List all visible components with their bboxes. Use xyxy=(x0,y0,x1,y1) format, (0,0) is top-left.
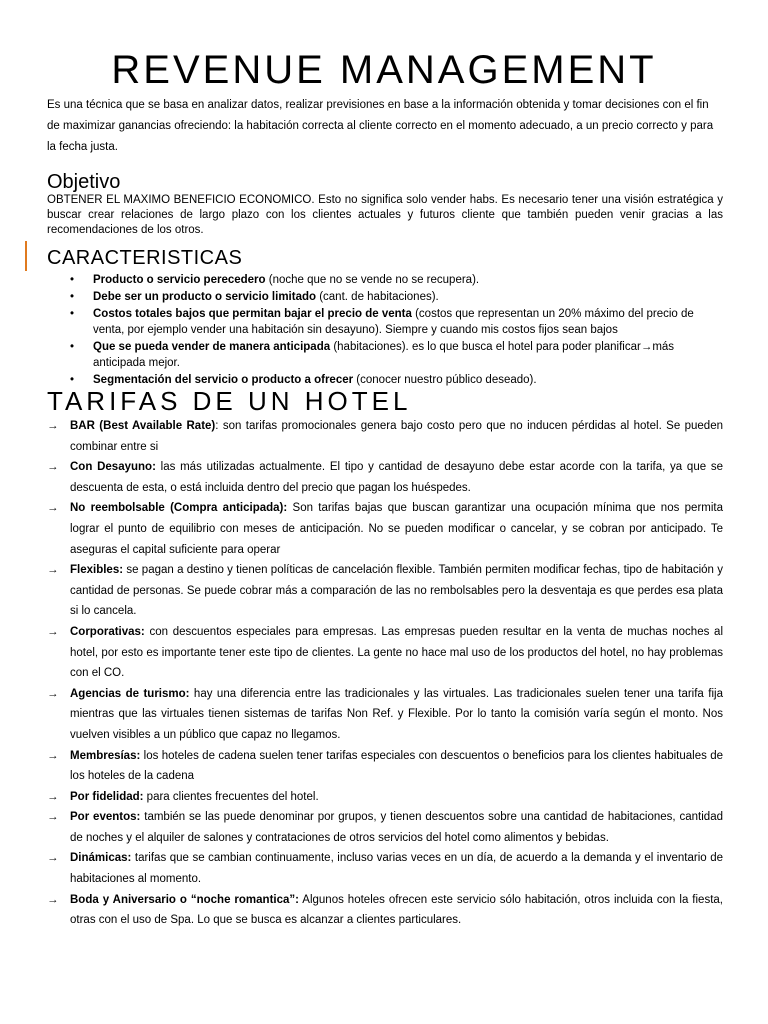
objetivo-heading: Objetivo xyxy=(47,171,121,193)
arrow-right-icon: → xyxy=(47,625,59,638)
tarifas-list xyxy=(47,416,723,931)
section-accent-bar xyxy=(25,241,27,271)
caracteristicas-heading: CARACTERISTICAS xyxy=(47,247,243,269)
list-item-term: No reembolsable (Compra anticipada): xyxy=(70,502,288,515)
list-item-term: Con Desayuno: xyxy=(70,461,156,474)
list-item xyxy=(47,684,723,746)
list-item xyxy=(47,416,723,457)
list-item-term: Producto o servicio perecedero xyxy=(93,274,266,286)
arrow-right-icon: → xyxy=(47,893,59,906)
list-item xyxy=(47,498,723,560)
bullet-icon: • xyxy=(70,341,75,353)
list-item-term: Que se pueda vender de manera anticipada xyxy=(93,341,331,353)
arrow-right-icon: → xyxy=(47,420,59,432)
list-item-text: las más utilizadas actualmente. El tipo y cantidad de desayuno debe estar acorde con la tarifa, ya que se descuenta de esta, o está incluida dentro del precio que pagan los huéspedes. xyxy=(70,461,724,494)
list-item-term: Segmentación del servicio o producto a ofrecer xyxy=(93,374,354,386)
list-item-text: hay una diferencia entre las tradicionales y las virtuales. Las tradicionales suelen tener una tarifa fija mientras que las virtuales tienen sistemas de tarifas Non Ref. y Flexible. Por lo tanto la comisión varía según el monto. Nos vuelven visibles a un público que capaz no llegamos. xyxy=(70,687,723,741)
tarifas-heading: TARIFAS DE UN HOTEL xyxy=(47,386,412,416)
bullet-icon: • xyxy=(70,374,75,386)
list-item xyxy=(47,457,723,498)
arrow-right-icon: → xyxy=(47,852,59,865)
arrow-right-icon: → xyxy=(47,564,59,577)
list-item xyxy=(47,746,723,787)
arrow-right-icon: → xyxy=(47,811,59,824)
list-item xyxy=(47,890,723,931)
list-item-term: Flexibles: xyxy=(70,564,124,577)
arrow-right-icon: → xyxy=(47,749,59,762)
list-item-term: Por eventos: xyxy=(70,811,141,824)
arrow-right-icon: → xyxy=(47,461,59,474)
list-item-text: Son tarifas bajas que buscan garantizar una ocupación mínima que nos permita lograr el punto de equilibrio con meses de anticipación. No se pueden modificar o cancelar, y se cobran por anticipado. Te aseguras el capital suficiente para operar xyxy=(70,502,723,556)
list-item-term: Agencias de turismo: xyxy=(70,687,190,700)
bullet-icon: • xyxy=(70,291,75,303)
arrow-right-icon: → xyxy=(47,790,59,803)
list-item xyxy=(47,848,723,889)
list-item-text: (noche que no se vende no se recupera). xyxy=(265,274,480,286)
list-item-text: tarifas que se cambian continuamente, incluso varias veces en un día, de acuerdo a la demanda y el inventario de habitaciones al momento. xyxy=(70,852,723,886)
list-item-term: BAR (Best Available Rate) xyxy=(70,420,216,432)
list-item xyxy=(47,622,723,684)
objetivo-paragraph: OBTENER EL MAXIMO BENEFICIO ECONOMICO. Esto no significa solo vender habs. Es necesario tener una visión estratégica y buscar crear relaciones de largo plazo con los clientes actuales y futuros cliente que también pueden venir gracias a las recomendaciones de los otros. xyxy=(47,194,723,236)
list-item-term: Boda y Aniversario o “noche romantica”: xyxy=(70,893,299,906)
list-item-text: : son tarifas promocionales genera bajo costo pero que no inducen pérdidas al hotel. Se pueden combinar entre si xyxy=(70,420,723,453)
arrow-right-icon: → xyxy=(47,687,59,700)
arrow-right-icon: → xyxy=(47,502,59,515)
list-item xyxy=(47,289,723,305)
list-item-text: los hoteles de cadena suelen tener tarifas especiales con descuentos o beneficios para los clientes habituales de los hoteles de la cadena xyxy=(70,749,723,783)
list-item-text: (habitaciones). es lo que busca el hotel para poder planificar→más anticipada mejor. xyxy=(93,341,675,369)
list-item xyxy=(47,339,723,371)
caracteristicas-list xyxy=(47,272,723,389)
list-item-term: Debe ser un producto o servicio limitado xyxy=(93,291,317,303)
list-item-text: (cant. de habitaciones). xyxy=(316,291,439,303)
bullet-icon: • xyxy=(70,274,75,286)
list-item-text: también se las puede denominar por grupos, y tienen descuentos sobre una cantidad de habitaciones, cantidad de noches y el alquiler de salones y contrataciones de otros servicios del hotel como alimentos y bebidas. xyxy=(70,811,723,844)
list-item xyxy=(47,787,723,808)
document-title: REVENUE MANAGEMENT xyxy=(111,48,657,92)
list-item xyxy=(47,306,723,338)
list-item-term: Membresías: xyxy=(70,749,141,762)
list-item-text: con descuentos especiales para empresas. Las empresas pueden resultar en la venta de muchas noches al hotel, por esto es importante tener este tipo de clientes. La gente no hace mal uso de los productos del hotel, no hay problemas con el CO. xyxy=(70,625,723,680)
list-item-term: Costos totales bajos que permitan bajar el precio de venta xyxy=(93,308,412,320)
list-item-term: Por fidelidad: xyxy=(70,790,144,803)
list-item-text: Algunos hoteles ofrecen este servicio sólo habitación, otros incluida con la fiesta, otras con el uso de Spa. Lo que se busca es alcanzar a clientes particulares. xyxy=(70,893,723,927)
bullet-icon: • xyxy=(70,308,75,320)
list-item xyxy=(47,807,723,848)
list-item-term: Dinámicas: xyxy=(70,852,132,865)
list-item-text: (conocer nuestro público deseado). xyxy=(353,374,537,386)
intro-paragraph: Es una técnica que se basa en analizar datos, realizar previsiones en base a la información obtenida y tomar decisiones con el fin de maximizar ganancias ofreciendo: la habitación correcta al cliente correcto en el momento adecuado, a un precio correcto y para la fecha justa. xyxy=(47,99,714,153)
list-item-text: se pagan a destino y tienen políticas de cancelación flexible. También permiten modificar fechas, tipo de habitación y cantidad de personas. Se puede cobrar más a comparación de las no rembolsables pero la desventaja es que perdes esa plata si lo cancela. xyxy=(70,564,723,618)
list-item xyxy=(47,560,723,622)
list-item-term: Corporativas: xyxy=(70,625,145,638)
list-item xyxy=(47,272,723,288)
list-item-text: (costos que representan un 20% máximo del precio de venta, por ejemplo vender una habitación sin desayuno). Siempre y cuando mis costos fijos sean bajos xyxy=(93,308,694,336)
list-item-text: para clientes frecuentes del hotel. xyxy=(143,790,319,803)
